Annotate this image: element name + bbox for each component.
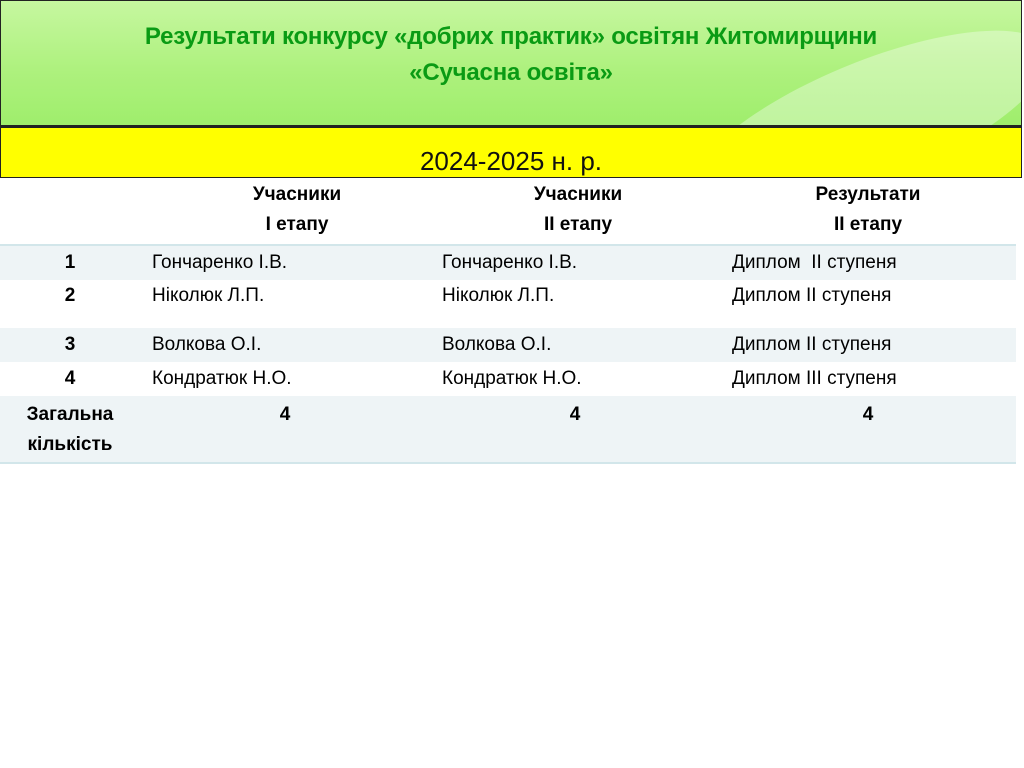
stage2-participant: Ніколюк Л.П.	[430, 280, 720, 328]
total-result: 4	[720, 396, 1016, 463]
row-number: 3	[0, 328, 140, 362]
header-stage2-results	[720, 178, 1016, 245]
table-header-row	[0, 178, 1016, 245]
table-row	[0, 245, 1016, 280]
page-title-line-1: Результати конкурсу «добрих практик» освітян Житомирщини	[144, 23, 878, 50]
total-label-line: Загальна	[26, 404, 114, 425]
year-banner	[0, 126, 1022, 178]
stage2-result: Диплом ІІІ ступеня	[720, 362, 1016, 396]
total-stage1: 4	[140, 396, 430, 463]
stage2-participant: Волкова О.І.	[430, 328, 720, 362]
academic-year: 2024-2025 н. р.	[419, 146, 603, 176]
page-title-line-2: «Сучасна освіта»	[409, 59, 613, 86]
total-stage2: 4	[430, 396, 720, 463]
header-stage1-participants	[140, 178, 430, 245]
stage2-result: Диплом ІІ ступеня	[720, 328, 1016, 362]
stage2-participant: Кондратюк Н.О.	[430, 362, 720, 396]
title-banner	[0, 0, 1022, 126]
header-label-line: ІІ етапу	[833, 214, 903, 235]
header-number	[0, 178, 140, 245]
stage2-participant: Гончаренко І.В.	[430, 245, 720, 280]
row-number: 2	[0, 280, 140, 328]
row-number: 1	[0, 245, 140, 280]
stage2-result: Диплом ІІ ступеня	[720, 245, 1016, 280]
results-table	[0, 178, 1016, 464]
header-label-line: Учасники	[533, 184, 623, 205]
header-label-line: Результати	[815, 184, 921, 205]
stage1-participant: Волкова О.І.	[140, 328, 430, 362]
stage1-participant: Гончаренко І.В.	[140, 245, 430, 280]
total-label-line: кількість	[27, 434, 113, 455]
table-row	[0, 280, 1016, 328]
stage1-participant: Кондратюк Н.О.	[140, 362, 430, 396]
header-label-line: І етапу	[265, 214, 329, 235]
header-label-line: Учасники	[252, 184, 342, 205]
table-row	[0, 362, 1016, 396]
row-number: 4	[0, 362, 140, 396]
header-stage2-participants	[430, 178, 720, 245]
table-row	[0, 328, 1016, 362]
total-row	[0, 396, 1016, 463]
stage1-participant: Ніколюк Л.П.	[140, 280, 430, 328]
header-label-line: ІІ етапу	[543, 214, 613, 235]
total-label	[0, 396, 140, 463]
stage2-result: Диплом ІІ ступеня	[720, 280, 1016, 328]
